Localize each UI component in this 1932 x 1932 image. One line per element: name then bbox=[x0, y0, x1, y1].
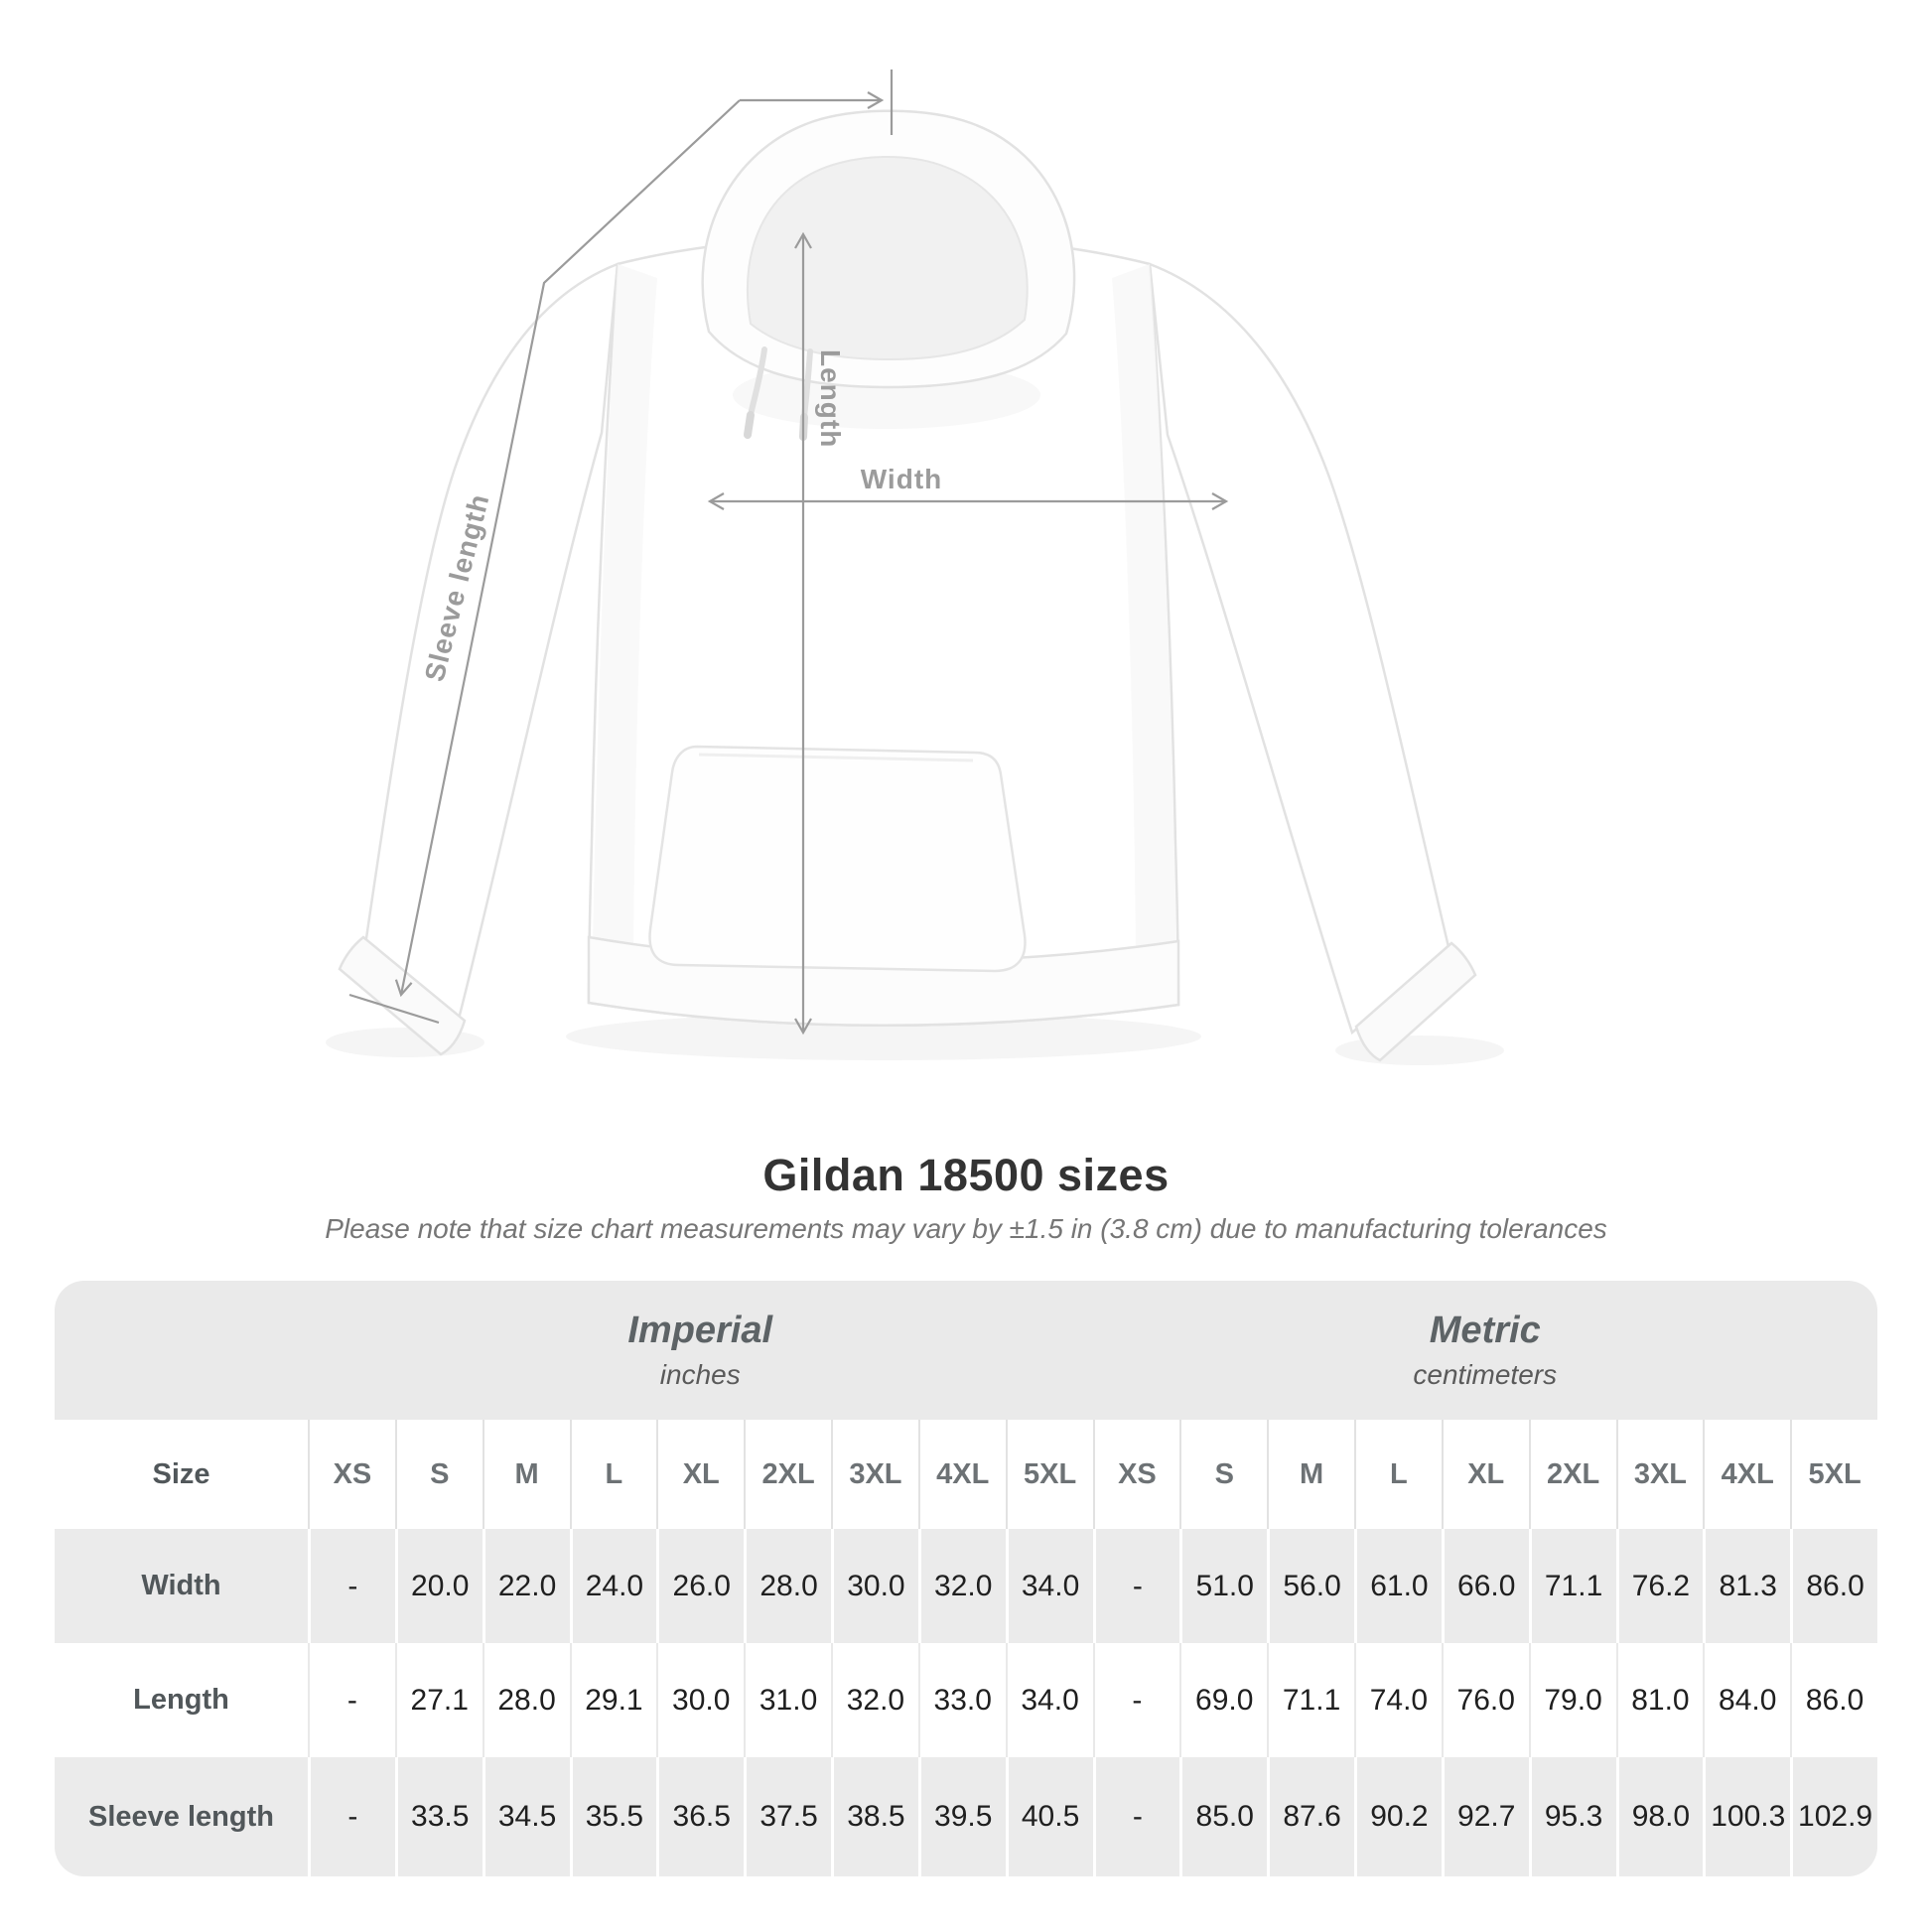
size-column-header: Size bbox=[152, 1457, 210, 1490]
size-header-row bbox=[55, 1420, 1877, 1529]
value-cell-imperial: 32.0 bbox=[831, 1643, 918, 1757]
value-cell-imperial: 31.0 bbox=[744, 1643, 831, 1757]
size-header-metric-4xl: 4XL bbox=[1703, 1420, 1790, 1529]
size-header-imperial-l: L bbox=[570, 1420, 657, 1529]
size-header-metric-s: S bbox=[1179, 1420, 1267, 1529]
value-cell-imperial: 36.5 bbox=[656, 1757, 744, 1876]
value-cell-metric: 90.2 bbox=[1354, 1757, 1442, 1876]
imperial-header-unit: inches bbox=[659, 1359, 741, 1390]
value-cell-imperial: 38.5 bbox=[831, 1757, 918, 1876]
value-cell-imperial: 34.5 bbox=[483, 1757, 570, 1876]
value-cell-metric: 100.3 bbox=[1703, 1757, 1790, 1876]
size-header-metric-xs: XS bbox=[1093, 1420, 1180, 1529]
size-header-imperial-5xl: 5XL bbox=[1006, 1420, 1093, 1529]
value-cell-metric: 86.0 bbox=[1790, 1529, 1877, 1643]
value-cell-metric: - bbox=[1093, 1757, 1180, 1876]
value-cell-metric: 98.0 bbox=[1616, 1757, 1704, 1876]
size-header-metric-m: M bbox=[1267, 1420, 1354, 1529]
right-sleeve bbox=[1150, 264, 1449, 1033]
kangaroo-pocket bbox=[649, 747, 1025, 971]
metric-header-unit: centimeters bbox=[1413, 1359, 1558, 1390]
left-sleeve bbox=[365, 264, 618, 1027]
imperial-header bbox=[308, 1281, 1093, 1420]
value-cell-metric: 102.9 bbox=[1790, 1757, 1877, 1876]
size-header-imperial-2xl: 2XL bbox=[744, 1420, 831, 1529]
value-cell-imperial: 24.0 bbox=[570, 1529, 657, 1643]
value-cell-metric: 92.7 bbox=[1442, 1757, 1529, 1876]
value-cell-metric: 76.0 bbox=[1442, 1643, 1529, 1757]
value-cell-metric: 81.0 bbox=[1616, 1643, 1704, 1757]
value-cell-imperial: 30.0 bbox=[831, 1529, 918, 1643]
length-row-label: Length bbox=[133, 1684, 229, 1716]
value-cell-imperial: 34.0 bbox=[1006, 1529, 1093, 1643]
value-cell-imperial: 35.5 bbox=[570, 1757, 657, 1876]
size-header-metric-l: L bbox=[1354, 1420, 1442, 1529]
value-cell-metric: - bbox=[1093, 1643, 1180, 1757]
value-cell-imperial: 28.0 bbox=[483, 1643, 570, 1757]
size-header-imperial-4xl: 4XL bbox=[918, 1420, 1006, 1529]
value-cell-imperial: 22.0 bbox=[483, 1529, 570, 1643]
value-cell-metric: 86.0 bbox=[1790, 1643, 1877, 1757]
value-cell-imperial: 30.0 bbox=[656, 1643, 744, 1757]
metric-header-name: Metric bbox=[1429, 1310, 1541, 1351]
length-label: Length bbox=[815, 349, 846, 449]
sleeve-length-row bbox=[55, 1757, 1877, 1876]
width-row-label: Width bbox=[141, 1570, 221, 1601]
sleeve-length-label: Sleeve length bbox=[418, 490, 495, 685]
value-cell-metric: 95.3 bbox=[1529, 1757, 1616, 1876]
length-row bbox=[55, 1643, 1877, 1757]
size-header-imperial-3xl: 3XL bbox=[831, 1420, 918, 1529]
value-cell-imperial: 34.0 bbox=[1006, 1643, 1093, 1757]
value-cell-imperial: 39.5 bbox=[918, 1757, 1006, 1876]
width-label: Width bbox=[860, 464, 943, 494]
size-header-metric-xl: XL bbox=[1442, 1420, 1529, 1529]
value-cell-metric: 51.0 bbox=[1179, 1529, 1267, 1643]
metric-header bbox=[1093, 1281, 1878, 1420]
size-header-metric-5xl: 5XL bbox=[1790, 1420, 1877, 1529]
value-cell-imperial: 28.0 bbox=[744, 1529, 831, 1643]
hoodie-illustration bbox=[326, 111, 1504, 1065]
value-cell-imperial: 40.5 bbox=[1006, 1757, 1093, 1876]
value-cell-imperial: - bbox=[308, 1757, 395, 1876]
tolerance-note: Please note that size chart measurements may vary by ±1.5 in (3.8 cm) due to manufacturing tolerances bbox=[325, 1213, 1607, 1244]
size-header-imperial-m: M bbox=[483, 1420, 570, 1529]
value-cell-imperial: 32.0 bbox=[918, 1529, 1006, 1643]
value-cell-imperial: 33.5 bbox=[395, 1757, 483, 1876]
value-cell-imperial: 33.0 bbox=[918, 1643, 1006, 1757]
size-header-metric-2xl: 2XL bbox=[1529, 1420, 1616, 1529]
value-cell-metric: 66.0 bbox=[1442, 1529, 1529, 1643]
value-cell-metric: 85.0 bbox=[1179, 1757, 1267, 1876]
value-cell-metric: 81.3 bbox=[1703, 1529, 1790, 1643]
drawstring-left-aglet bbox=[748, 415, 751, 435]
value-cell-metric: 74.0 bbox=[1354, 1643, 1442, 1757]
width-row bbox=[55, 1529, 1877, 1643]
size-header-imperial-xl: XL bbox=[656, 1420, 744, 1529]
value-cell-imperial: 20.0 bbox=[395, 1529, 483, 1643]
value-cell-imperial: - bbox=[308, 1529, 395, 1643]
size-header-metric-3xl: 3XL bbox=[1616, 1420, 1704, 1529]
unit-header-row bbox=[55, 1281, 1877, 1420]
value-cell-metric: 87.6 bbox=[1267, 1757, 1354, 1876]
size-header-imperial-xs: XS bbox=[308, 1420, 395, 1529]
value-cell-metric: 84.0 bbox=[1703, 1643, 1790, 1757]
value-cell-metric: 56.0 bbox=[1267, 1529, 1354, 1643]
value-cell-imperial: 37.5 bbox=[744, 1757, 831, 1876]
value-cell-metric: 69.0 bbox=[1179, 1643, 1267, 1757]
imperial-header-name: Imperial bbox=[627, 1310, 773, 1351]
value-cell-metric: 79.0 bbox=[1529, 1643, 1616, 1757]
size-header-imperial-s: S bbox=[395, 1420, 483, 1529]
value-cell-metric: 71.1 bbox=[1267, 1643, 1354, 1757]
value-cell-imperial: - bbox=[308, 1643, 395, 1757]
value-cell-imperial: 29.1 bbox=[570, 1643, 657, 1757]
corner-cell bbox=[55, 1281, 308, 1420]
page-title: Gildan 18500 sizes bbox=[762, 1150, 1170, 1200]
value-cell-metric: - bbox=[1093, 1529, 1180, 1643]
value-cell-imperial: 27.1 bbox=[395, 1643, 483, 1757]
value-cell-imperial: 26.0 bbox=[656, 1529, 744, 1643]
size-table bbox=[55, 1281, 1877, 1876]
sleeve-length-row-label: Sleeve length bbox=[88, 1800, 274, 1833]
value-cell-metric: 71.1 bbox=[1529, 1529, 1616, 1643]
value-cell-metric: 61.0 bbox=[1354, 1529, 1442, 1643]
value-cell-metric: 76.2 bbox=[1616, 1529, 1704, 1643]
